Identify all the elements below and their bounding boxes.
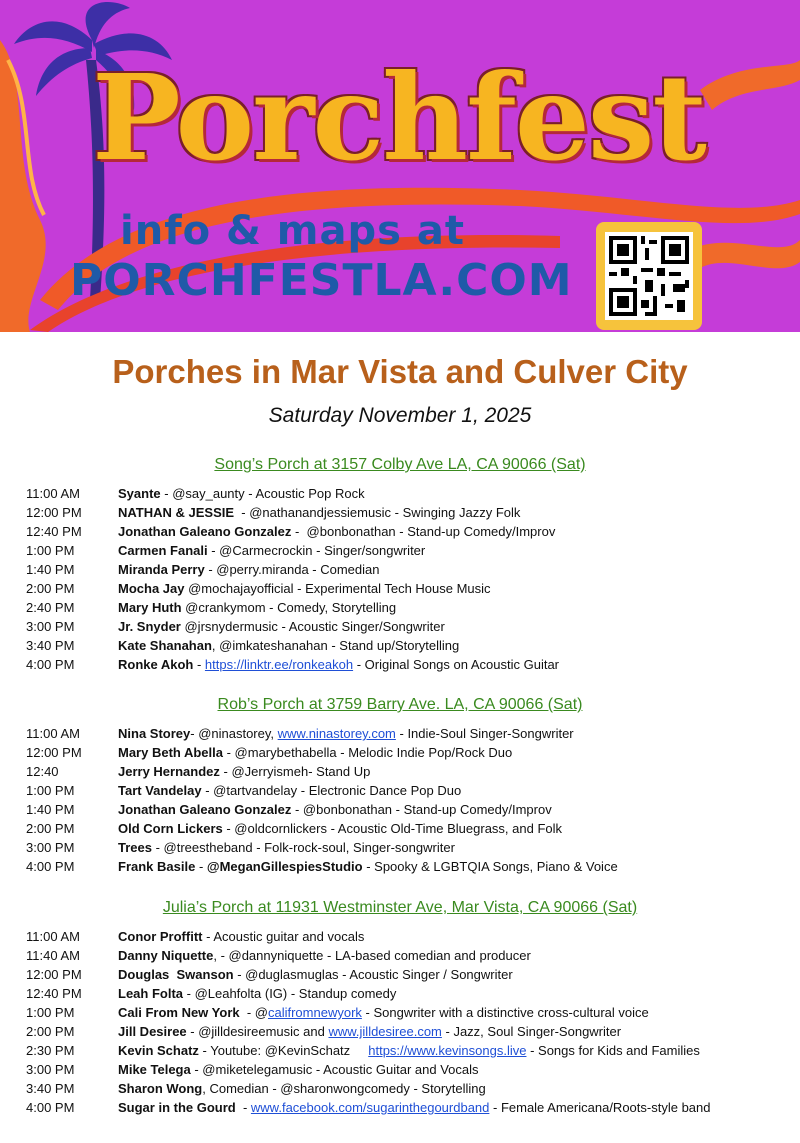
schedule-row bbox=[26, 560, 796, 579]
performer-link[interactable]: https://www.kevinsongs.live bbox=[368, 1043, 527, 1058]
performer-name: Ronke Akoh bbox=[118, 657, 194, 672]
performer-link[interactable]: www.ninastorey.com bbox=[277, 726, 396, 741]
performer-details: - bbox=[193, 657, 205, 672]
porch-heading-julias: Julia’s Porch at 11931 Westminster Ave, Mar Vista, CA 90066 (Sat) bbox=[162, 899, 638, 916]
performer-link[interactable]: califromnewyork bbox=[267, 1005, 362, 1020]
performer-name: Jonathan Galeano Gonzalez bbox=[118, 524, 292, 539]
performer-details: - bbox=[195, 859, 207, 874]
row-time: 4:00 PM bbox=[26, 1100, 75, 1115]
performer-details: - @Leahfolta (IG) - Standup comedy bbox=[183, 986, 397, 1001]
row-time: 4:00 PM bbox=[26, 657, 75, 672]
performer-details: - @ninastorey, bbox=[190, 726, 278, 741]
schedule-row bbox=[26, 598, 796, 617]
row-time: 11:00 AM bbox=[26, 486, 80, 501]
banner-site-url[interactable]: PORCHFESTLA.COM bbox=[70, 255, 573, 306]
qr-code[interactable] bbox=[596, 222, 702, 330]
schedule-songs bbox=[26, 484, 796, 674]
performer-details-tail: - Indie-Soul Singer-Songwriter bbox=[395, 726, 574, 741]
performer-name: Jill Desiree bbox=[118, 1024, 187, 1039]
row-time: 3:40 PM bbox=[26, 1081, 75, 1096]
row-time: 12:00 PM bbox=[26, 505, 82, 520]
schedule-row bbox=[26, 781, 796, 800]
page-title: Porches in Mar Vista and Culver City bbox=[112, 353, 688, 390]
performer-details-tail: - Songwriter with a distinctive cross-cultural voice bbox=[361, 1005, 649, 1020]
qr-code-icon bbox=[605, 231, 693, 321]
performer-name: Miranda Perry bbox=[118, 562, 205, 577]
performer-details: - @Jerryismeh- Stand Up bbox=[219, 764, 371, 779]
performer-details: , Comedian - @sharonwongcomedy - Storytelling bbox=[202, 1081, 486, 1096]
schedule-robs bbox=[26, 724, 796, 876]
schedule-row bbox=[26, 965, 796, 984]
row-time: 2:40 PM bbox=[26, 600, 75, 615]
performer-name: Trees bbox=[118, 840, 152, 855]
performer-name: Mary Beth Abella bbox=[118, 745, 223, 760]
schedule-row bbox=[26, 484, 796, 503]
performer-details: - @Carmecrockin - Singer/songwriter bbox=[207, 543, 426, 558]
performer-name: Mocha Jay bbox=[118, 581, 185, 596]
row-time: 11:00 AM bbox=[26, 726, 80, 741]
row-time: 1:40 PM bbox=[26, 802, 75, 817]
schedule-row bbox=[26, 522, 796, 541]
performer-details: - bbox=[235, 1100, 251, 1115]
row-time: 3:00 PM bbox=[26, 840, 75, 855]
row-time: 12:40 PM bbox=[26, 986, 82, 1001]
schedule-row bbox=[26, 857, 796, 876]
performer-details: - @bonbonathan - Stand-up Comedy/Improv bbox=[291, 802, 552, 817]
schedule-row bbox=[26, 1022, 796, 1041]
schedule-row bbox=[26, 743, 796, 762]
performer-name: Frank Basile bbox=[118, 859, 196, 874]
row-time: 1:00 PM bbox=[26, 783, 75, 798]
performer-name: NATHAN & JESSIE bbox=[118, 505, 235, 520]
row-time: 3:00 PM bbox=[26, 1062, 75, 1077]
performer-details-tail: - Female Americana/Roots-style band bbox=[489, 1100, 711, 1115]
porch-heading-songs: Song’s Porch at 3157 Colby Ave LA, CA 90066 (Sat) bbox=[214, 456, 586, 473]
event-date: Saturday November 1, 2025 bbox=[268, 404, 532, 427]
performer-name: Conor Proffitt bbox=[118, 929, 203, 944]
studio-handle: @MeganGillespiesStudio bbox=[206, 859, 363, 874]
performer-details: - @say_aunty - Acoustic Pop Rock bbox=[160, 486, 365, 501]
performer-details: - @duglasmuglas - Acoustic Singer / Songwriter bbox=[233, 967, 513, 982]
performer-details: - @jilldesireemusic and bbox=[186, 1024, 329, 1039]
row-time: 3:40 PM bbox=[26, 638, 75, 653]
row-time: 3:00 PM bbox=[26, 619, 75, 634]
schedule-row bbox=[26, 984, 796, 1003]
schedule-row bbox=[26, 1098, 796, 1117]
performer-details: - @marybethabella - Melodic Indie Pop/Rock Duo bbox=[223, 745, 513, 760]
row-time: 1:40 PM bbox=[26, 562, 75, 577]
performer-name: Jonathan Galeano Gonzalez bbox=[118, 802, 292, 817]
performer-name: Jerry Hernandez bbox=[118, 764, 220, 779]
row-time: 2:00 PM bbox=[26, 1024, 75, 1039]
performer-name: Carmen Fanali bbox=[118, 543, 208, 558]
row-time: 12:40 PM bbox=[26, 524, 82, 539]
row-time: 11:40 AM bbox=[26, 948, 80, 963]
porchfest-logo: Porchfest bbox=[92, 48, 705, 187]
schedule-julias bbox=[26, 927, 796, 1117]
performer-name: Leah Folta bbox=[118, 986, 184, 1001]
row-time: 12:00 PM bbox=[26, 745, 82, 760]
performer-name: Mary Huth bbox=[118, 600, 182, 615]
performer-details: - @tartvandelay - Electronic Dance Pop Duo bbox=[201, 783, 462, 798]
performer-name: Nina Storey bbox=[118, 726, 191, 741]
schedule-row bbox=[26, 503, 796, 522]
performer-details-tail: - Original Songs on Acoustic Guitar bbox=[353, 657, 560, 672]
schedule-row bbox=[26, 1003, 796, 1022]
schedule-row bbox=[26, 579, 796, 598]
schedule-row bbox=[26, 1079, 796, 1098]
performer-details: - @perry.miranda - Comedian bbox=[204, 562, 380, 577]
performer-link[interactable]: www.jilldesiree.com bbox=[328, 1024, 442, 1039]
porchfest-banner bbox=[0, 0, 800, 332]
performer-name: Tart Vandelay bbox=[118, 783, 202, 798]
row-time: 2:00 PM bbox=[26, 821, 75, 836]
performer-name: Cali From New York bbox=[118, 1005, 240, 1020]
row-time: 2:00 PM bbox=[26, 581, 75, 596]
row-time: 12:00 PM bbox=[26, 967, 82, 982]
performer-details: - @oldcornlickers - Acoustic Old-Time Bluegrass, and Folk bbox=[222, 821, 563, 836]
porch-heading-robs: Rob’s Porch at 3759 Barry Ave. LA, CA 90066 (Sat) bbox=[217, 696, 583, 713]
row-time: 4:00 PM bbox=[26, 859, 75, 874]
performer-details: - @nathanandjessiemusic - Swinging Jazzy Folk bbox=[234, 505, 521, 520]
performer-name: Jr. Snyder bbox=[118, 619, 181, 634]
performer-details: , @imkateshanahan - Stand up/Storytelling bbox=[211, 638, 460, 653]
schedule-row bbox=[26, 636, 796, 655]
performer-name: Mike Telega bbox=[118, 1062, 191, 1077]
performer-details: - @ bbox=[239, 1005, 268, 1020]
performer-name: Old Corn Lickers bbox=[118, 821, 223, 836]
schedule-row bbox=[26, 541, 796, 560]
schedule-row bbox=[26, 838, 796, 857]
performer-details: @jrsnydermusic - Acoustic Singer/Songwriter bbox=[180, 619, 445, 634]
performer-details: - @treestheband - Folk-rock-soul, Singer-songwriter bbox=[151, 840, 455, 855]
row-time: 12:40 bbox=[26, 764, 59, 779]
performer-details-tail: - Songs for Kids and Families bbox=[526, 1043, 700, 1058]
performer-details: - @bonbonathan - Stand-up Comedy/Improv bbox=[291, 524, 556, 539]
performer-details: - Acoustic guitar and vocals bbox=[202, 929, 365, 944]
performer-details-tail: - Jazz, Soul Singer-Songwriter bbox=[441, 1024, 622, 1039]
performer-details: @mochajayofficial - Experimental Tech House Music bbox=[184, 581, 491, 596]
performer-name: Douglas Swanson bbox=[118, 967, 234, 982]
performer-name: Kate Shanahan bbox=[118, 638, 212, 653]
schedule-row bbox=[26, 617, 796, 636]
schedule-row bbox=[26, 927, 796, 946]
banner-info-line: info & maps at bbox=[120, 208, 465, 254]
row-time: 1:00 PM bbox=[26, 543, 75, 558]
row-time: 11:00 AM bbox=[26, 929, 80, 944]
performer-details: @crankymom - Comedy, Storytelling bbox=[181, 600, 397, 615]
performer-name: Sugar in the Gourd bbox=[118, 1100, 236, 1115]
performer-details: - Youtube: @KevinSchatz bbox=[198, 1043, 369, 1058]
performer-details: , - @dannyniquette - LA-based comedian and producer bbox=[213, 948, 531, 963]
performer-details-tail: - Spooky & LGBTQIA Songs, Piano & Voice bbox=[362, 859, 618, 874]
schedule-row bbox=[26, 1041, 796, 1060]
schedule-row bbox=[26, 724, 796, 743]
performer-link[interactable]: https://linktr.ee/ronkeakoh bbox=[204, 657, 354, 672]
performer-details: - @miketelegamusic - Acoustic Guitar and Vocals bbox=[190, 1062, 479, 1077]
performer-name: Kevin Schatz bbox=[118, 1043, 199, 1058]
performer-name: Danny Niquette bbox=[118, 948, 214, 963]
schedule-row bbox=[26, 946, 796, 965]
row-time: 2:30 PM bbox=[26, 1043, 75, 1058]
performer-name: Sharon Wong bbox=[118, 1081, 203, 1096]
schedule-row bbox=[26, 800, 796, 819]
schedule-row bbox=[26, 655, 796, 674]
row-time: 1:00 PM bbox=[26, 1005, 75, 1020]
performer-link[interactable]: www.facebook.com/sugarinthegourdband bbox=[250, 1100, 490, 1115]
performer-name: Syante bbox=[118, 486, 161, 501]
schedule-row bbox=[26, 762, 796, 781]
schedule-row bbox=[26, 1060, 796, 1079]
schedule-row bbox=[26, 819, 796, 838]
